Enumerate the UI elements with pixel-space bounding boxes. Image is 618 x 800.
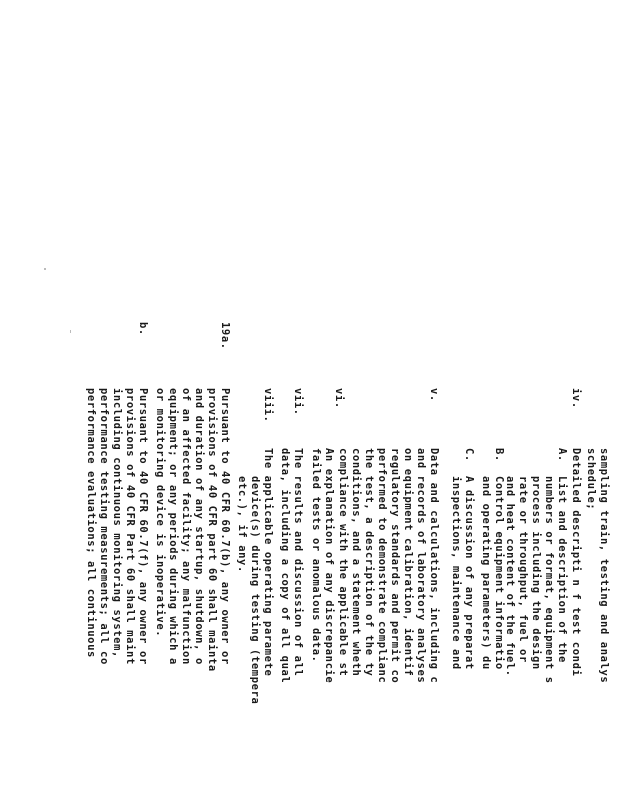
text-line: or monitoring device is inoperative. <box>154 388 166 638</box>
scan-speck <box>44 268 46 270</box>
item-label-v: v. <box>428 388 440 402</box>
text-line: device(s) during testing (tempera <box>249 476 261 705</box>
text-line: numbers or format, equipment s <box>543 476 555 684</box>
item-label-b: b. <box>137 322 149 336</box>
text-line: process including the design <box>530 476 542 670</box>
item-label-iv-c: C. <box>463 448 475 462</box>
text-line: inspections, maintenance and <box>450 476 462 670</box>
text-line: and duration of any startup, shutdown, o <box>193 388 205 665</box>
text-line: performed to demonstrate complianc <box>376 448 388 684</box>
item-label-viii: viii. <box>262 388 274 423</box>
text-line: regulatory standards and permit co <box>389 448 401 684</box>
text-line: compliance with the applicable st <box>337 448 349 677</box>
text-line: failed tests or anomalous data. <box>310 448 322 663</box>
text-line: and heat content of the fuel. <box>504 476 516 677</box>
item-label-vii: vii. <box>292 388 304 416</box>
text-line: schedule; <box>585 448 597 511</box>
item-label-iv-a: A. <box>556 448 568 462</box>
text-line: of an affected facility; any malfunction <box>180 388 192 665</box>
text-line: conditions, and a statement wheth <box>350 448 362 677</box>
text-line: Detailed descripti n f test condi <box>570 448 582 677</box>
text-line: performance testing measurements; all co <box>98 388 110 665</box>
text-line: performance evaluations; all continuous <box>85 388 97 658</box>
item-label-vi: vi. <box>333 388 345 409</box>
text-line: equipment; or any periods during which a <box>167 388 179 665</box>
text-line: on equipment calibration, identif <box>402 448 414 677</box>
text-line: List and description of the <box>556 476 568 663</box>
text-line: An explanation of any discrepancie <box>323 448 335 684</box>
text-line: Pursuant to 40 CFR 60.7(b), any owner or <box>219 388 231 665</box>
item-label-iv: iv. <box>570 388 582 409</box>
text-line: the test, a description of the ty <box>363 448 375 677</box>
text-line: The applicable operating paramete <box>262 448 274 677</box>
text-line: Pursuant to 40 CFR 60.7(f), any owner or <box>137 388 149 665</box>
item-label-19a: 19a. <box>219 322 231 350</box>
text-line: and records of laboratory analyses <box>415 448 427 684</box>
text-line: provisions of 40 CFR Part 60 shall maint <box>124 388 136 665</box>
scan-speck <box>70 330 71 333</box>
text-line: The results and discussion of all <box>292 448 304 677</box>
text-line: and operating parameters) du <box>480 476 492 670</box>
text-line: data, including a copy of all qual <box>279 448 291 684</box>
text-line: Data and calculations, including c <box>428 448 440 684</box>
text-line: including continuous monitoring system, <box>111 388 123 658</box>
item-label-iv-b: B. <box>493 448 505 462</box>
text-line: sampling train, testing and analys <box>598 448 610 684</box>
text-line: A discussion of any preparat <box>463 476 475 670</box>
text-line: etc.), if any. <box>236 476 248 573</box>
text-line: provisions of 40 CFR part 60 shall mainta <box>206 388 218 672</box>
text-line: rate or throughput, fuel or <box>517 476 529 663</box>
text-line: Control equipment informatio <box>493 476 505 670</box>
